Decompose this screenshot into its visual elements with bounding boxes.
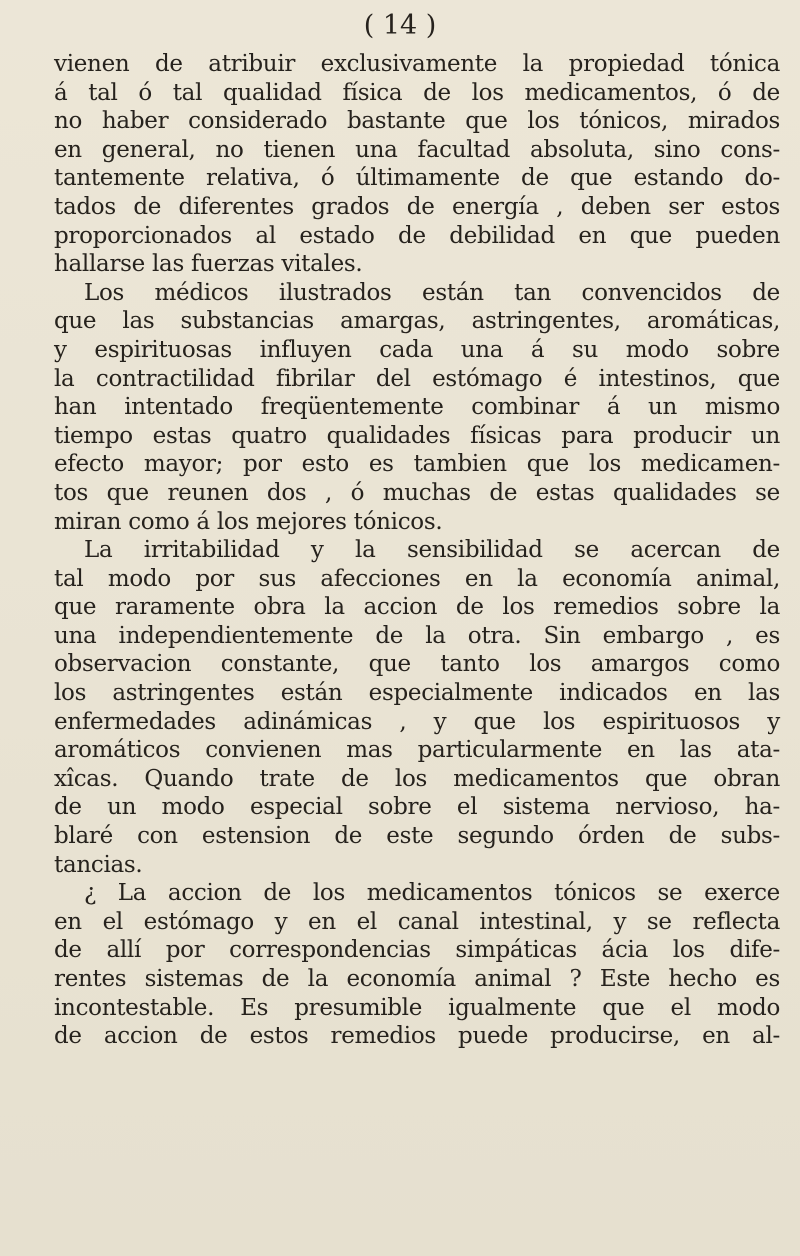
text-line: hallarse las fuerzas vitales. xyxy=(54,251,363,278)
text-line: y espirituosas influyen cada una á su modo sobre xyxy=(54,336,780,363)
text-line: tal modo por sus afecciones en la economía animal, xyxy=(54,565,780,592)
text-line: proporcionados al estado de debilidad en que pueden xyxy=(54,222,780,249)
text-line: rentes sistemas de la economía animal ? Este hecho es xyxy=(54,966,780,992)
text-line: efecto mayor; por esto es tambien que los medicamen- xyxy=(54,451,780,478)
text-line: no haber considerado bastante que los tónicos, mirados xyxy=(54,108,780,135)
text-line: vienen de atribuir exclusivamente la propiedad tónica xyxy=(54,51,780,77)
text-line: tiempo estas quatro qualidades físicas para producir un xyxy=(54,422,780,449)
text-line: incontestable. Es presumible igualmente que el modo xyxy=(54,994,780,1021)
text-line: la contractilidad fibrilar del estómago é intestinos, que xyxy=(54,365,780,392)
text-line: que las substancias amargas, astringentes, aromáticas, xyxy=(54,308,780,335)
text-line: ¿ La accion de los medicamentos tónicos se exerce xyxy=(84,880,780,907)
text-line: xîcas. Quando trate de los medicamentos que obran xyxy=(54,765,780,792)
text-line: una independientemente de la otra. Sin embargo , es xyxy=(54,622,780,649)
text-line: en el estómago y en el canal intestinal, y se reflecta xyxy=(54,908,780,935)
text-line: en general, no tienen una facultad absoluta, sino cons- xyxy=(54,136,780,163)
text-line: Los médicos ilustrados están tan convencidos de xyxy=(84,279,780,306)
text-line: tados de diferentes grados de energía , deben ser estos xyxy=(54,193,780,220)
text-line: de allí por correspondencias simpáticas ácia los dife- xyxy=(54,937,780,964)
text-line: los astringentes están especialmente indicados en las xyxy=(54,680,780,707)
text-line: enfermedades adinámicas , y que los espirituosos y xyxy=(54,708,780,735)
text-line: miran como á los mejores tónicos. xyxy=(54,508,443,535)
text-line: de un modo especial sobre el sistema nervioso, ha- xyxy=(54,794,780,821)
text-line: observacion constante, que tanto los amargos como xyxy=(54,651,780,678)
text-line: de accion de estos remedios puede producirse, en al- xyxy=(54,1023,780,1050)
text-line: tancias. xyxy=(54,851,143,878)
text-line: tos que reunen dos , ó muchas de estas qualidades se xyxy=(54,479,780,506)
text-line: aromáticos convienen mas particularmente en las ata- xyxy=(54,737,780,764)
text-line: han intentado freqüentemente combinar á un mismo xyxy=(54,394,780,421)
page-number: ( 14 ) xyxy=(363,10,437,41)
text-line: La irritabilidad y la sensibilidad se acercan de xyxy=(84,537,780,564)
text-line: que raramente obra la accion de los remedios sobre la xyxy=(54,594,780,621)
body-text xyxy=(54,50,780,1051)
text-line: tantemente relativa, ó últimamente de que estando do- xyxy=(54,165,780,192)
text-line: blaré con estension de este segundo órden de subs- xyxy=(54,823,780,850)
text-line: á tal ó tal qualidad física de los medicamentos, ó de xyxy=(54,79,780,106)
